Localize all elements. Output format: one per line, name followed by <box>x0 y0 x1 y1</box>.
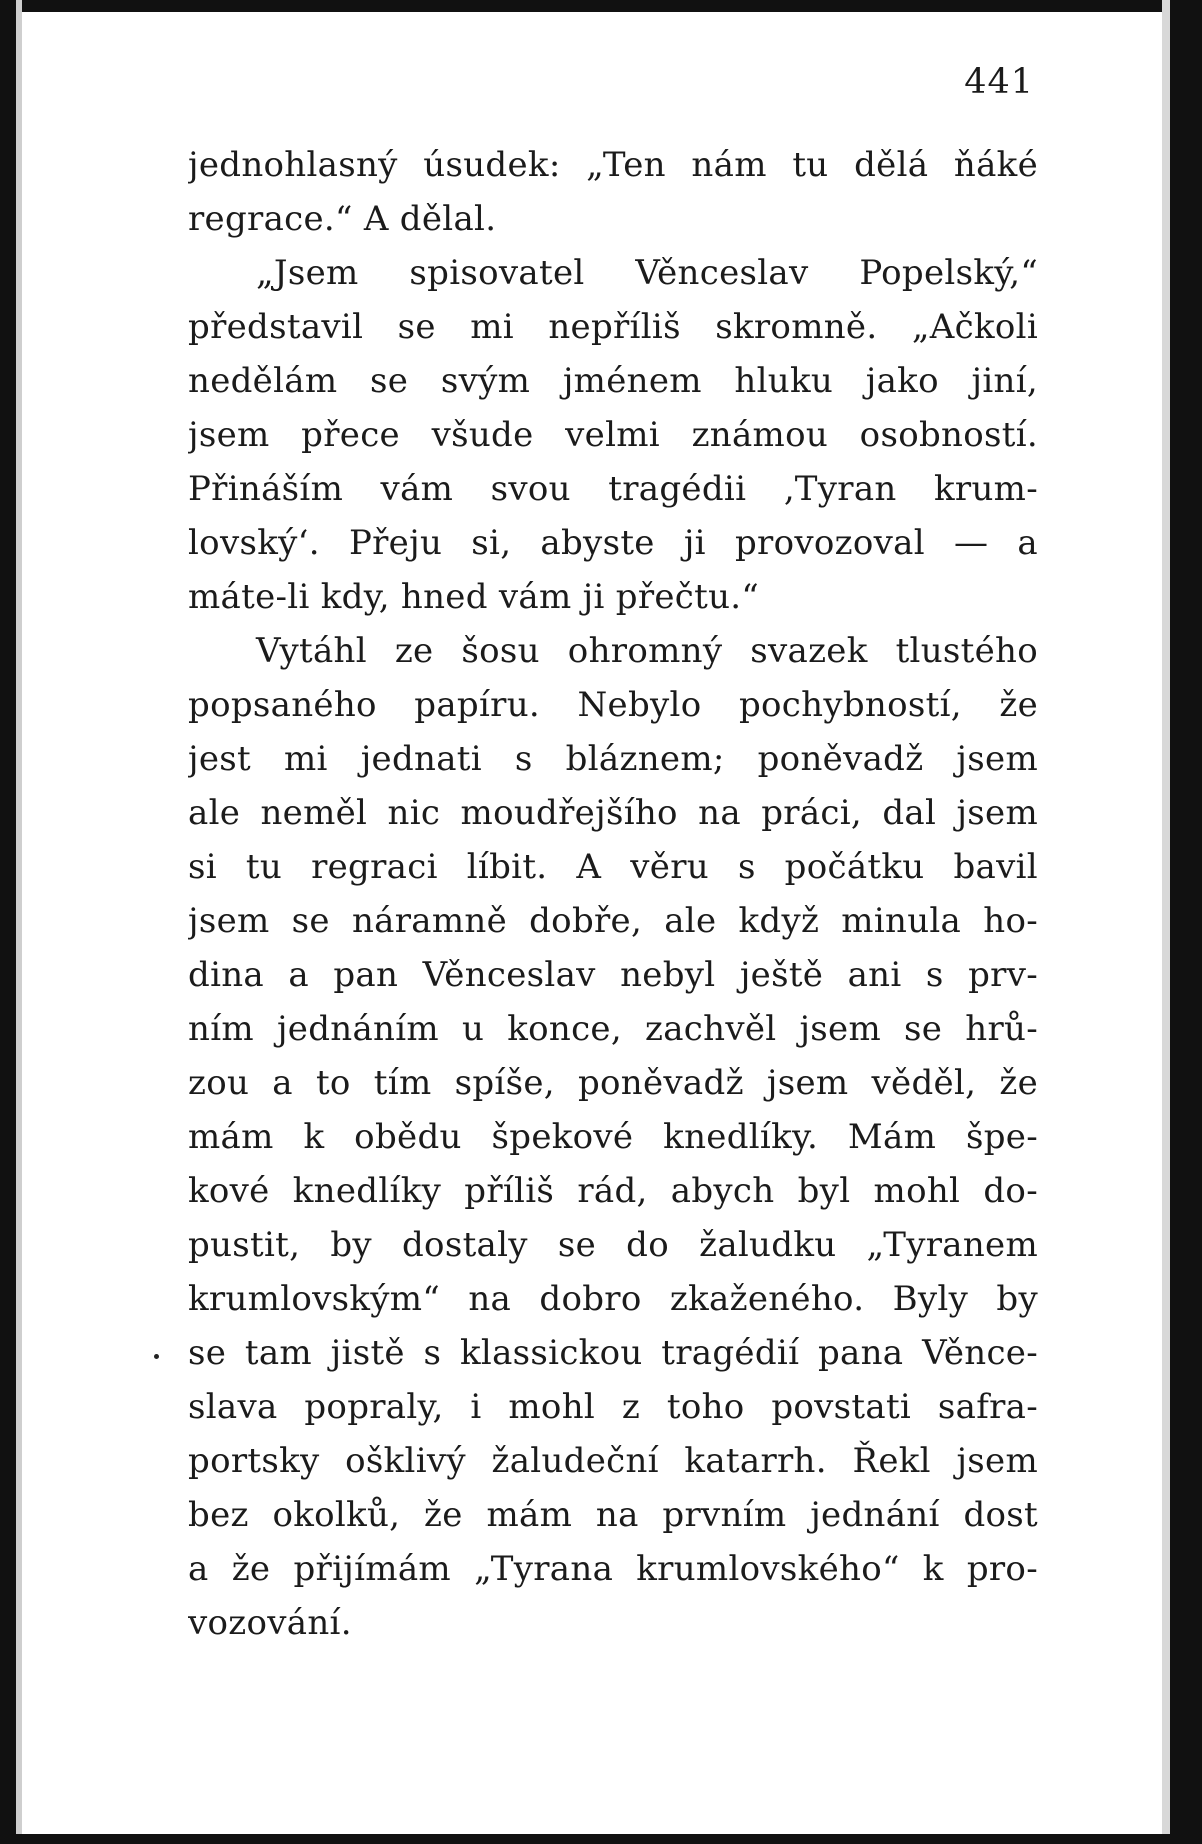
text-line: popsaného papíru. Nebylo pochybností, že <box>188 685 1038 725</box>
text-line: Vytáhl ze šosu ohromný svazek tlustého <box>256 631 1038 671</box>
text-line: ale neměl nic moudřejšího na práci, dal jsem <box>188 793 1038 833</box>
text-line: se tam jistě s klassickou tragédií pana Věnce- <box>188 1333 1038 1373</box>
text-line: jsem se náramně dobře, ale když minula ho- <box>188 901 1038 941</box>
text-line: portsky ošklivý žaludeční katarrh. Řekl jsem <box>188 1441 1038 1481</box>
text-line: ním jednáním u konce, zachvěl jsem se hrů- <box>188 1009 1038 1049</box>
text-line: jsem přece všude velmi známou osobností. <box>188 415 1038 455</box>
text-line: kové knedlíky příliš rád, abych byl mohl do- <box>188 1171 1038 1211</box>
text-line: a že přijímám „Tyrana krumlovského“ k pro- <box>188 1549 1038 1589</box>
text-line: máte-li kdy, hned vám ji přečtu.“ <box>188 577 760 617</box>
text-line: „Jsem spisovatel Věnceslav Popelský,“ <box>256 253 1038 293</box>
text-line: představil se mi nepříliš skromně. „Ačkoli <box>188 307 1038 347</box>
text-line: dina a pan Věnceslav nebyl ještě ani s prv- <box>188 955 1038 995</box>
page-edge-left <box>16 0 22 1844</box>
page-number: 441 <box>964 62 1034 102</box>
scan-border-bottom <box>0 1834 1202 1844</box>
scan-border-right <box>1170 0 1202 1844</box>
text-line: vozování. <box>188 1603 352 1643</box>
text-line: nedělám se svým jménem hluku jako jiní, <box>188 361 1038 401</box>
text-line: si tu regraci líbit. A věru s počátku bavil <box>188 847 1038 887</box>
ink-speck <box>154 1354 159 1359</box>
scan-border-left <box>0 0 16 1844</box>
text-line: krumlovským“ na dobro zkaženého. Byly by <box>188 1279 1038 1319</box>
scan-border-top <box>0 0 1202 12</box>
text-line: slava popraly, i mohl z toho povstati safra- <box>188 1387 1038 1427</box>
text-line: pustit, by dostaly se do žaludku „Tyranem <box>188 1225 1038 1265</box>
text-line: bez okolků, že mám na prvním jednání dost <box>188 1495 1038 1535</box>
text-line: Přináším vám svou tragédii ‚Tyran krum- <box>188 469 1038 509</box>
page-edge-right <box>1162 0 1170 1844</box>
text-line: zou a to tím spíše, poněvadž jsem věděl, že <box>188 1063 1038 1103</box>
body-text <box>188 138 1038 1650</box>
text-line: mám k obědu špekové knedlíky. Mám špe- <box>188 1117 1038 1157</box>
text-line: regrace.“ A dělal. <box>188 199 497 239</box>
text-line: jest mi jednati s bláznem; poněvadž jsem <box>188 739 1038 779</box>
text-line: jednohlasný úsudek: „Ten nám tu dělá ňáké <box>188 145 1038 185</box>
text-line: lovský‘. Přeju si, abyste ji provozoval — a <box>188 523 1038 563</box>
